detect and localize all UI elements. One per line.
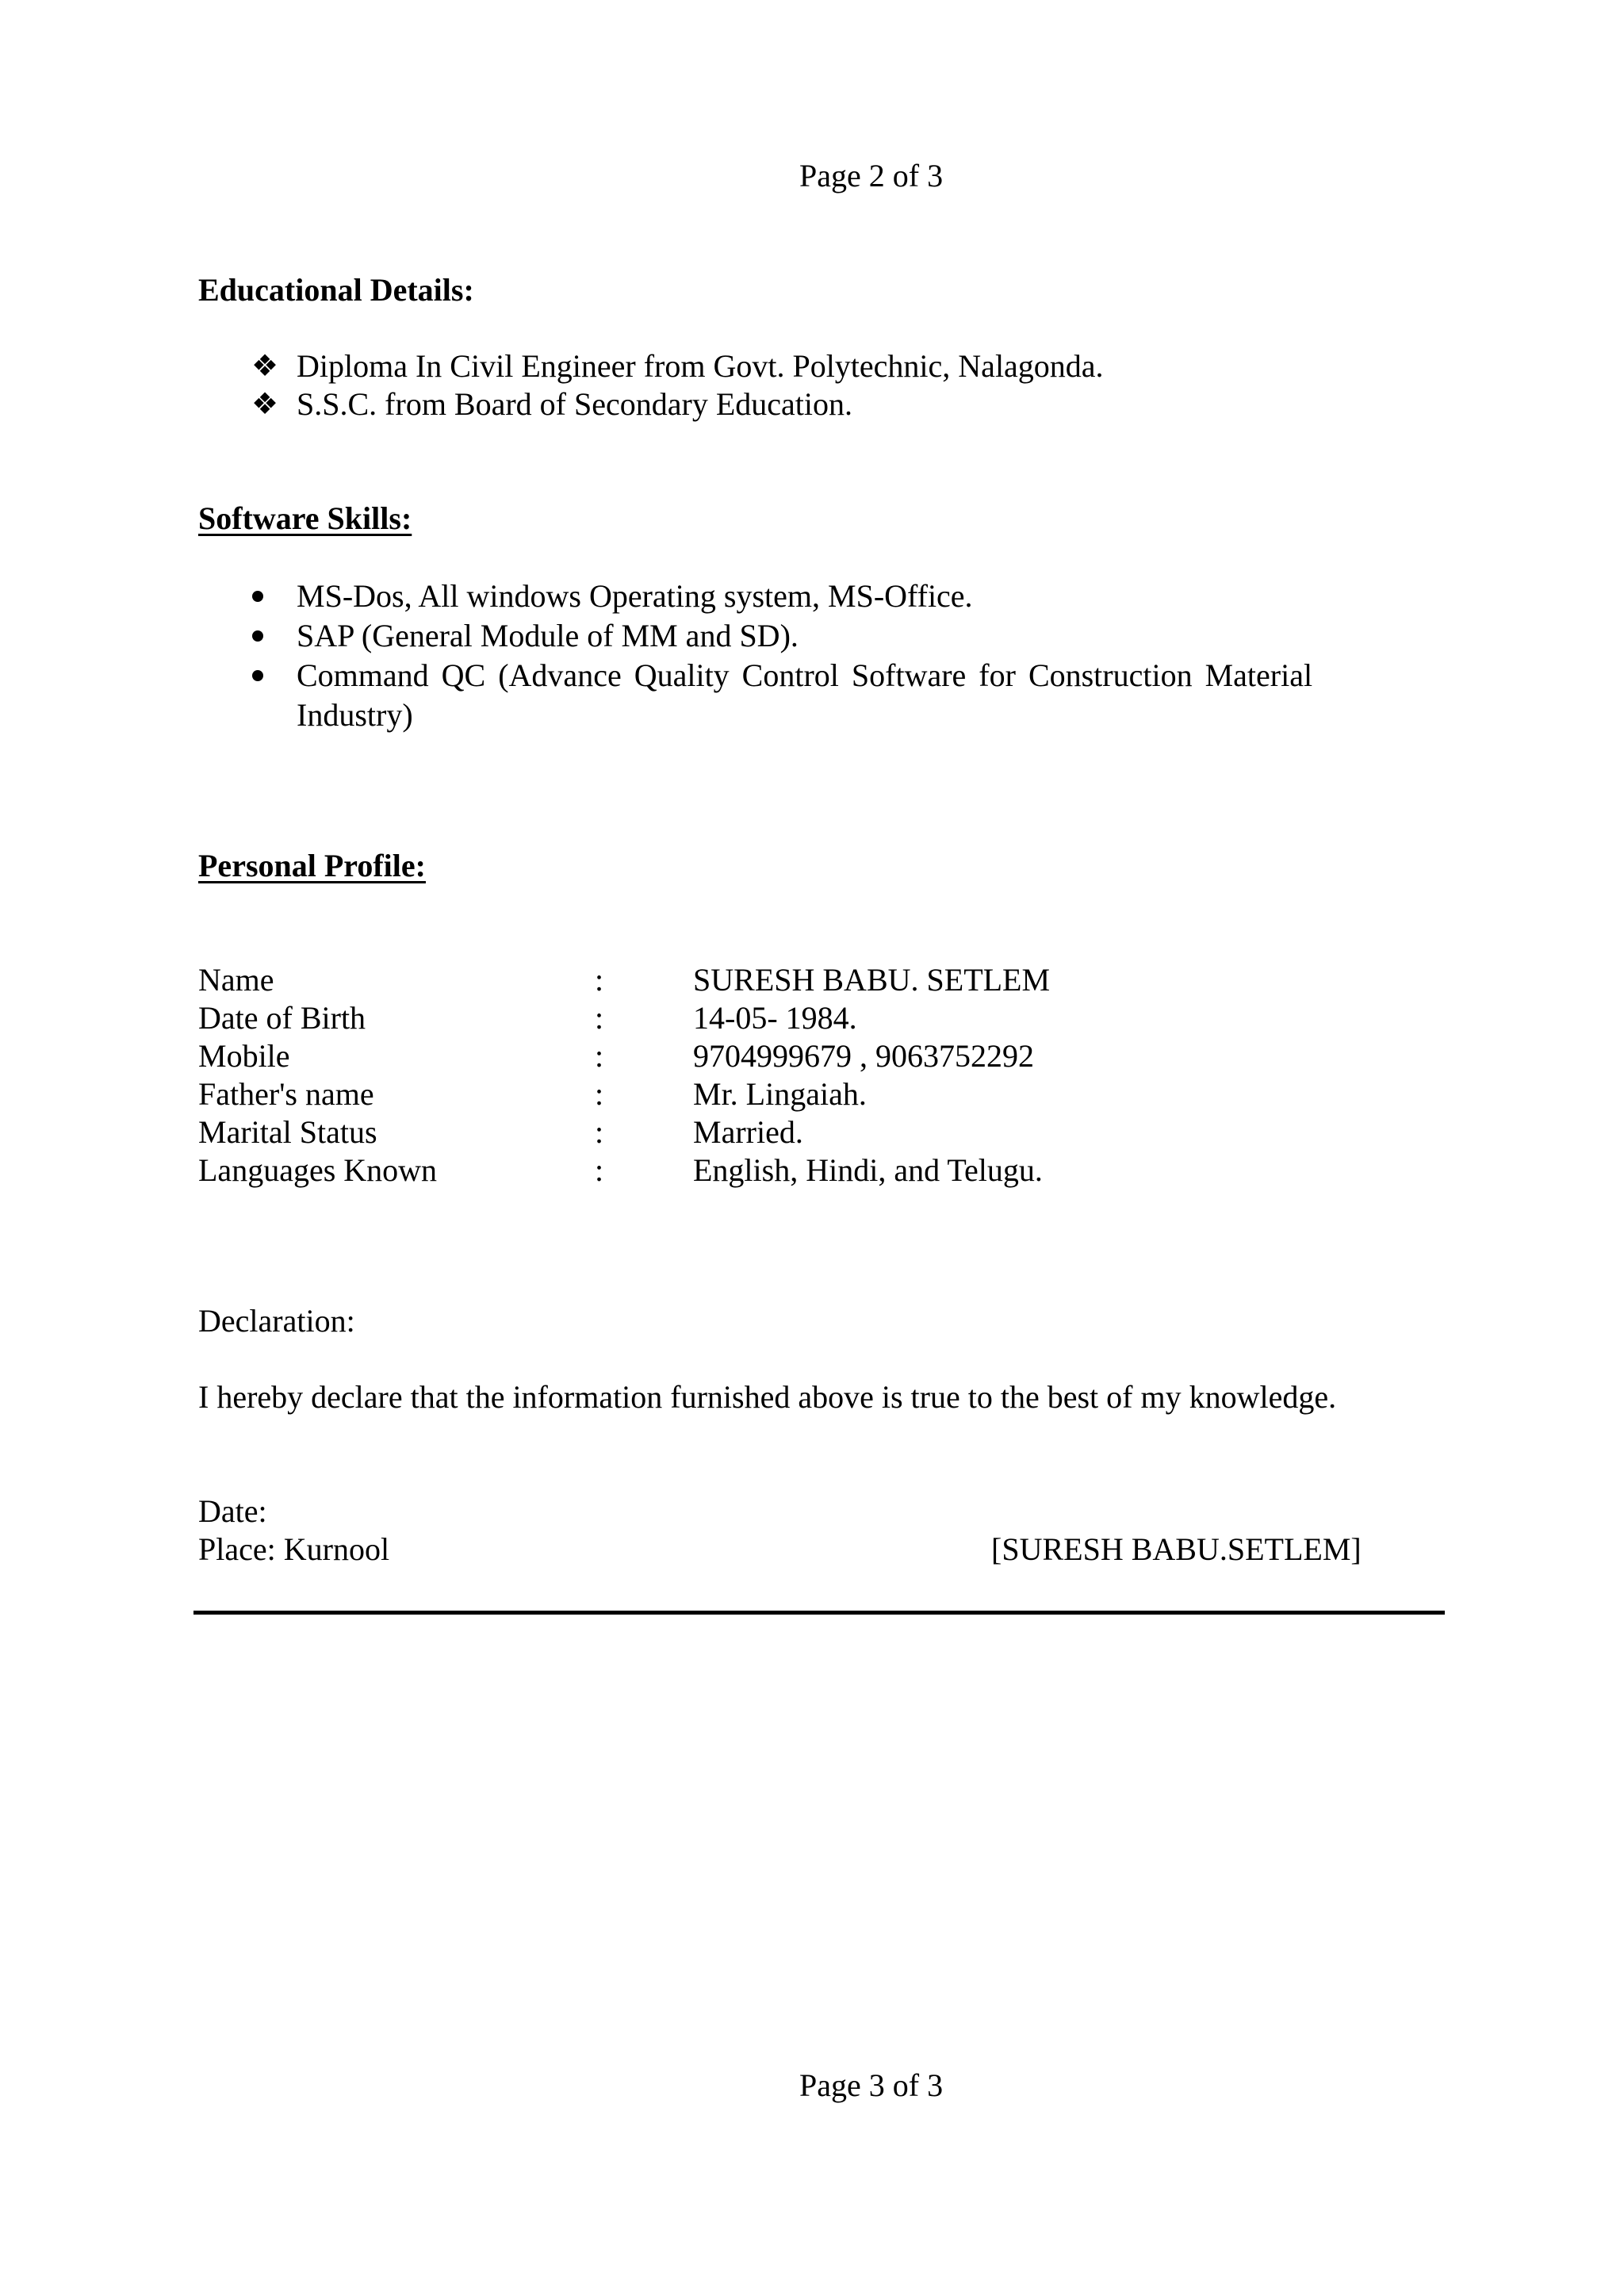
bullet-dot-icon [252, 670, 263, 681]
profile-separator: : [595, 1038, 604, 1074]
declaration-heading: Declaration: [198, 1303, 355, 1339]
education-heading: Educational Details: [198, 272, 474, 308]
four-diamond-icon: ❖ [251, 350, 279, 383]
place-label: Place: Kurnool [198, 1531, 390, 1567]
profile-label: Name [198, 962, 274, 998]
four-diamond-icon: ❖ [251, 388, 279, 421]
horizontal-rule [193, 1611, 1445, 1615]
profile-separator: : [595, 1152, 604, 1188]
profile-value: English, Hindi, and Telugu. [693, 1152, 1043, 1188]
profile-value: Married. [693, 1114, 803, 1150]
education-item: Diploma In Civil Engineer from Govt. Polytechnic, Nalagonda. [297, 348, 1104, 384]
date-label: Date: [198, 1493, 267, 1529]
profile-value: 14-05- 1984. [693, 1000, 857, 1036]
signature-name: [SURESH BABU.SETLEM] [991, 1531, 1362, 1567]
profile-heading: Personal Profile: [198, 848, 426, 883]
declaration-text: I hereby declare that the information furnished above is true to the best of my knowledge. [198, 1379, 1337, 1415]
software-item-continuation: Industry) [297, 697, 413, 733]
profile-separator: : [595, 1114, 604, 1150]
profile-value: SURESH BABU. SETLEM [693, 962, 1051, 998]
profile-label: Mobile [198, 1038, 290, 1074]
profile-label: Languages Known [198, 1152, 438, 1188]
profile-label: Father's name [198, 1076, 374, 1112]
page-number-bottom: Page 3 of 3 [799, 2067, 944, 2103]
profile-separator: : [595, 1076, 604, 1112]
profile-separator: : [595, 1000, 604, 1036]
profile-label: Marital Status [198, 1114, 377, 1150]
software-item: SAP (General Module of MM and SD). [297, 618, 799, 653]
bullet-dot-icon [252, 591, 263, 602]
software-heading: Software Skills: [198, 500, 412, 536]
education-item: S.S.C. from Board of Secondary Education. [297, 386, 852, 422]
profile-label: Date of Birth [198, 1000, 366, 1036]
software-item: Command QC (Advance Quality Control Software for Construction Material [297, 657, 1313, 693]
profile-value: Mr. Lingaiah. [693, 1076, 867, 1112]
profile-value: 9704999679 , 9063752292 [693, 1038, 1034, 1074]
page-number-top: Page 2 of 3 [799, 158, 944, 193]
bullet-dot-icon [252, 630, 263, 642]
software-item: MS-Dos, All windows Operating system, MS-Office. [297, 578, 973, 614]
profile-separator: : [595, 962, 604, 998]
